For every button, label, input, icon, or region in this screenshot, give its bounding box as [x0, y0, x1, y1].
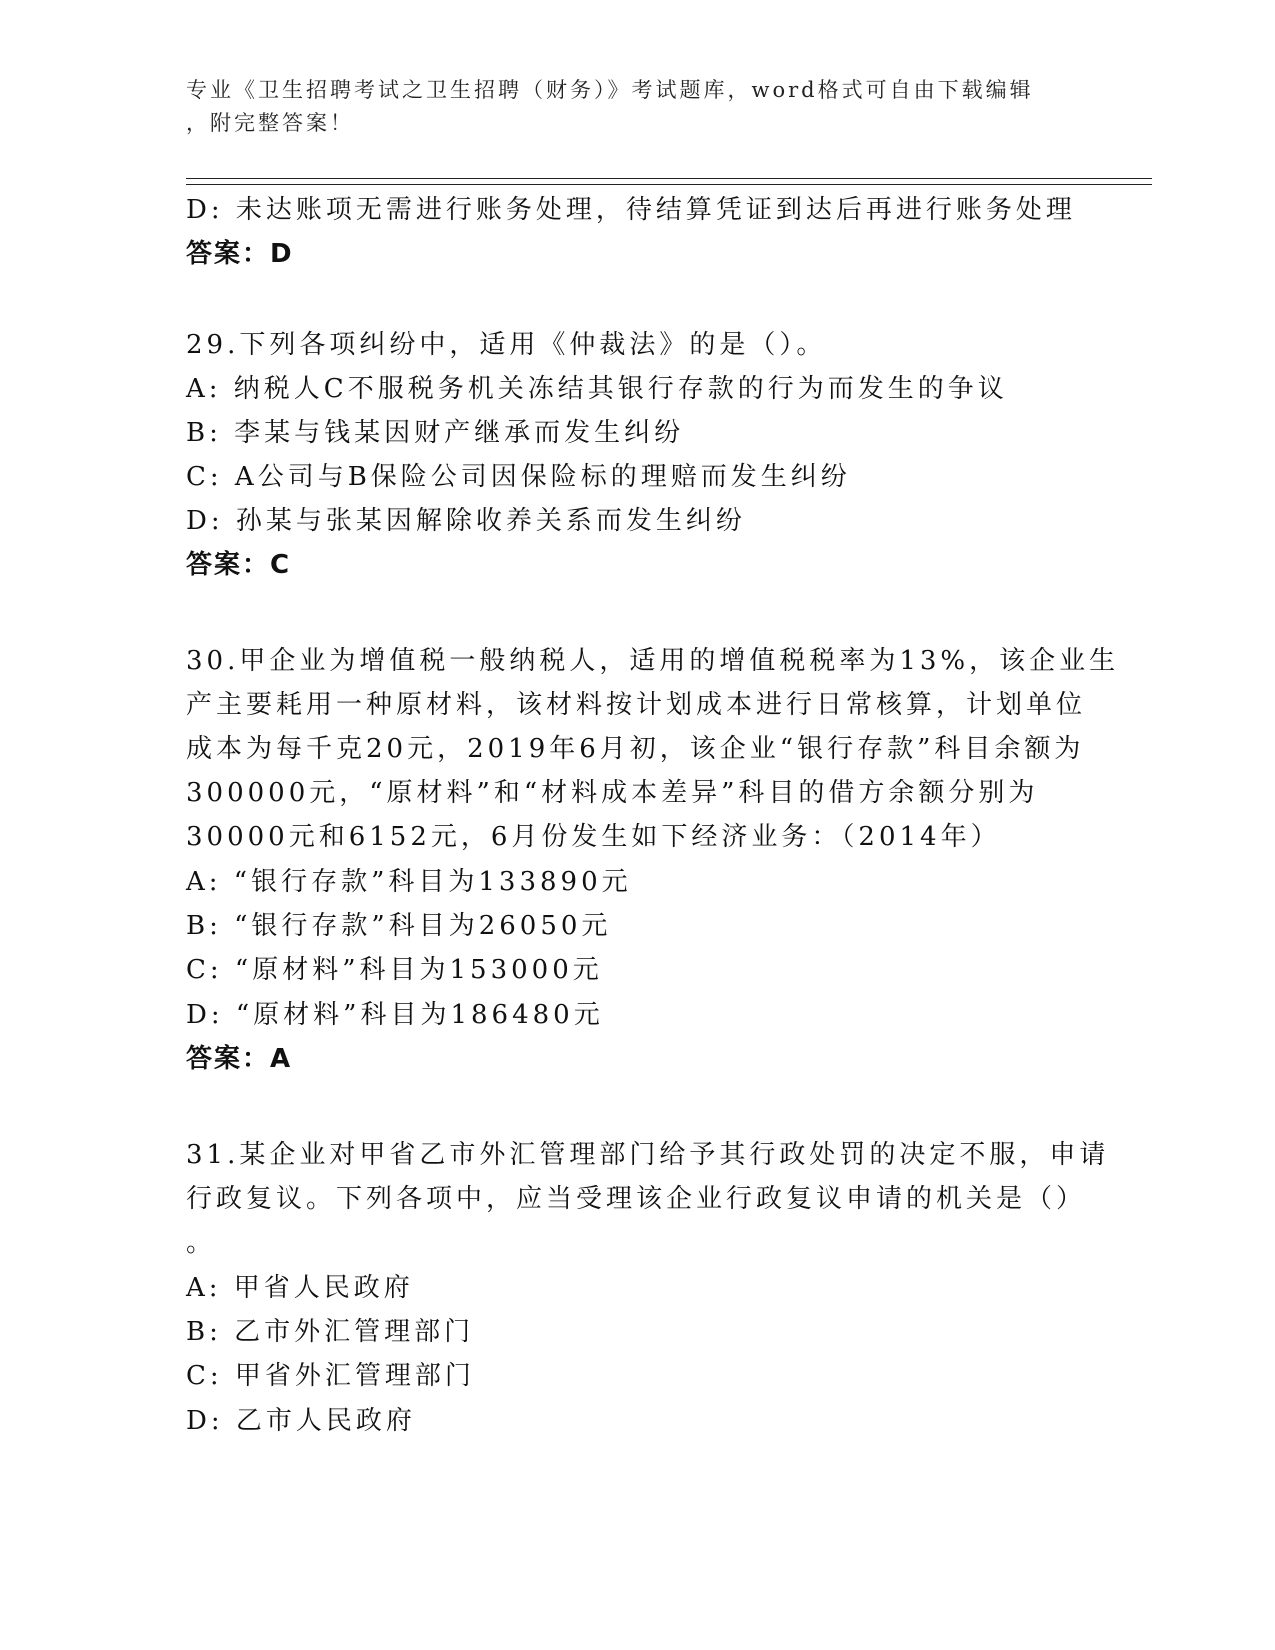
- q31-option-a: A: 甲省人民政府: [186, 1273, 414, 1303]
- document-header: [186, 74, 1066, 140]
- q29-option-c: C: A公司与B保险公司因保险标的理赔而发生纠纷: [186, 462, 851, 492]
- q29-option-a: A: 纳税人C不服税务机关冻结其银行存款的行为而发生的争议: [186, 374, 1008, 404]
- q30-answer: 答案：A: [186, 1044, 293, 1074]
- header-line-1: 专业《卫生招聘考试之卫生招聘（财务）》考试题库，word格式可自由下载编辑: [186, 78, 1034, 102]
- header-line-2: ，附完整答案！: [186, 111, 354, 135]
- q31-option-b: B: 乙市外汇管理部门: [186, 1317, 475, 1347]
- header-divider-bottom: [186, 184, 1152, 185]
- prev-answer: 答案：D: [186, 239, 294, 269]
- q30-option-b: B: “银行存款”科目为26050元: [186, 911, 612, 941]
- q29-stem: 29.下列各项纠纷中，适用《仲裁法》的是（）。: [186, 330, 827, 360]
- q31-option-c: C: 甲省外汇管理部门: [186, 1361, 475, 1391]
- q30-stem-line-4: 300000元，“原材料”和“材料成本差异”科目的借方余额分别为: [186, 778, 1039, 808]
- q30-stem-line-2: 产主要耗用一种原材料，该材料按计划成本进行日常核算，计划单位: [186, 690, 1087, 720]
- q31-stem-line-1: 31.某企业对甲省乙市外汇管理部门给予其行政处罚的决定不服，申请: [186, 1140, 1110, 1170]
- q29-answer: 答案：C: [186, 550, 292, 580]
- q30-stem-line-5: 30000元和6152元，6月份发生如下经济业务：（2014年）: [186, 822, 1001, 852]
- header-divider-top: [186, 178, 1152, 179]
- q31-stem-line-2: 行政复议。下列各项中，应当受理该企业行政复议申请的机关是（）: [186, 1184, 1087, 1214]
- q30-option-a: A: “银行存款”科目为133890元: [186, 867, 632, 897]
- prev-option-d: D: 未达账项无需进行账务处理，待结算凭证到达后再进行账务处理: [186, 195, 1076, 225]
- q31-stem-line-3: 。: [186, 1228, 217, 1258]
- q30-stem-line-3: 成本为每千克20元，2019年6月初，该企业“银行存款”科目余额为: [186, 734, 1085, 764]
- q29-option-b: B: 李某与钱某因财产继承而发生纠纷: [186, 418, 685, 448]
- q30-stem-line-1: 30.甲企业为增值税一般纳税人，适用的增值税税率为13%，该企业生: [186, 646, 1120, 676]
- q30-option-c: C: “原材料”科目为153000元: [186, 955, 603, 985]
- q29-option-d: D: 孙某与张某因解除收养关系而发生纠纷: [186, 506, 746, 536]
- q30-option-d: D: “原材料”科目为186480元: [186, 1000, 604, 1030]
- q31-option-d: D: 乙市人民政府: [186, 1406, 416, 1436]
